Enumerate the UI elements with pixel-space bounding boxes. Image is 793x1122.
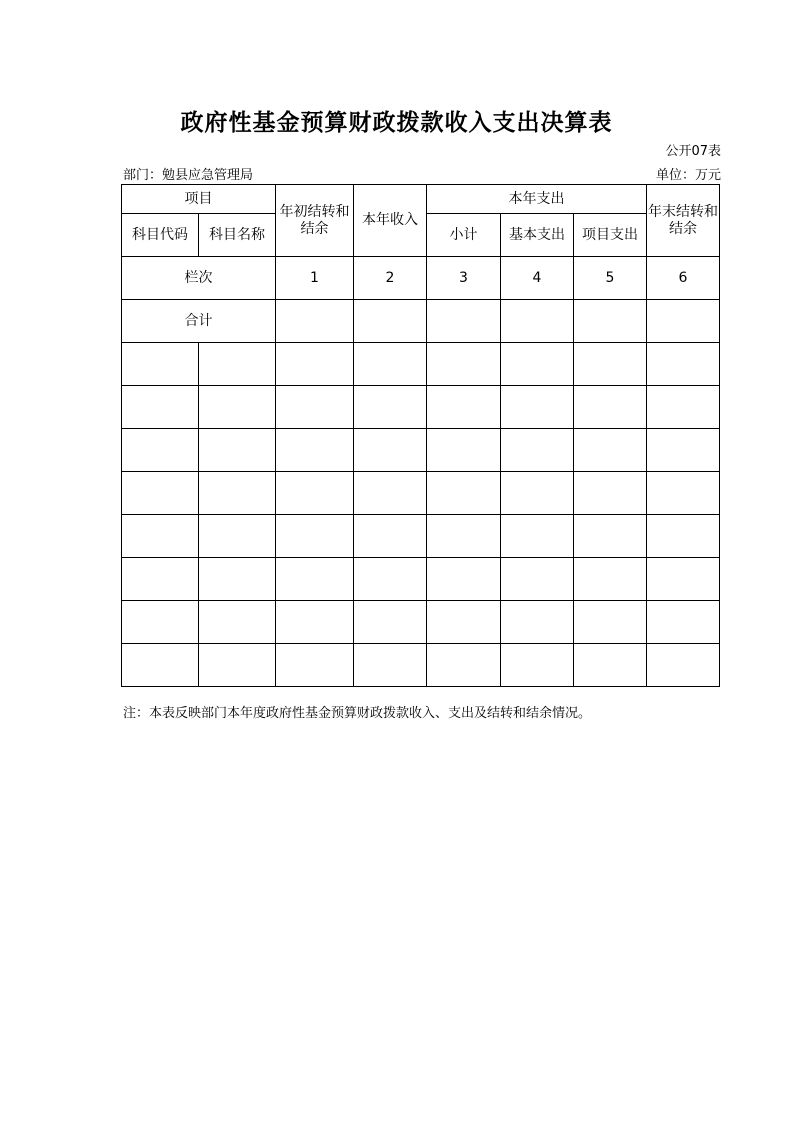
table-cell bbox=[574, 644, 647, 687]
table-row bbox=[122, 515, 720, 558]
table-cell bbox=[574, 300, 647, 343]
table-cell bbox=[354, 300, 427, 343]
table-row bbox=[122, 558, 720, 601]
table-cell bbox=[199, 429, 276, 472]
header-annual-expense: 本年支出 bbox=[427, 185, 647, 214]
page-title: 政府性基金预算财政拨款收入支出决算表 bbox=[180, 110, 613, 136]
table-cell bbox=[199, 558, 276, 601]
table-cell bbox=[574, 558, 647, 601]
table-cell bbox=[501, 300, 574, 343]
column-number: 1 bbox=[276, 257, 354, 300]
table-cell bbox=[354, 515, 427, 558]
table-cell bbox=[427, 472, 501, 515]
table-cell bbox=[501, 343, 574, 386]
footnote: 注：本表反映部门本年度政府性基金预算财政拨款收入、支出及结转和结余情况。 bbox=[123, 706, 592, 721]
header-basic-expense: 基本支出 bbox=[501, 214, 574, 257]
table-row bbox=[122, 601, 720, 644]
table-cell bbox=[501, 386, 574, 429]
table-cell bbox=[354, 343, 427, 386]
table-cell bbox=[427, 515, 501, 558]
table-cell bbox=[574, 601, 647, 644]
table-cell bbox=[574, 343, 647, 386]
table-cell bbox=[276, 472, 354, 515]
header-project-expense: 项目支出 bbox=[574, 214, 647, 257]
table-cell bbox=[122, 558, 199, 601]
column-number: 3 bbox=[427, 257, 501, 300]
table-cell bbox=[354, 558, 427, 601]
table-cell bbox=[199, 472, 276, 515]
table-cell bbox=[427, 644, 501, 687]
column-number: 5 bbox=[574, 257, 647, 300]
table-row bbox=[122, 644, 720, 687]
table-cell bbox=[199, 343, 276, 386]
table-cell bbox=[647, 601, 720, 644]
header-opening-balance: 年初结转和结余 bbox=[276, 185, 354, 257]
department-label: 部门：勉县应急管理局 bbox=[123, 168, 254, 183]
table-cell bbox=[122, 515, 199, 558]
table-cell bbox=[574, 472, 647, 515]
table-cell bbox=[354, 429, 427, 472]
table-cell bbox=[122, 429, 199, 472]
table-cell bbox=[501, 472, 574, 515]
header-subject-name: 科目名称 bbox=[199, 214, 276, 257]
table-cell bbox=[122, 386, 199, 429]
header-item: 项目 bbox=[122, 185, 276, 214]
table-cell bbox=[199, 386, 276, 429]
column-index-label: 栏次 bbox=[122, 257, 276, 300]
table-cell bbox=[276, 558, 354, 601]
table-cell bbox=[427, 601, 501, 644]
table-row bbox=[122, 343, 720, 386]
table-cell bbox=[647, 300, 720, 343]
header-closing-balance: 年末结转和结余 bbox=[647, 185, 720, 257]
column-number: 2 bbox=[354, 257, 427, 300]
table-cell bbox=[354, 644, 427, 687]
table-cell bbox=[354, 386, 427, 429]
table-cell bbox=[427, 343, 501, 386]
table-cell bbox=[276, 601, 354, 644]
table-cell bbox=[647, 644, 720, 687]
table-cell bbox=[501, 429, 574, 472]
table-cell bbox=[199, 515, 276, 558]
table-cell bbox=[199, 601, 276, 644]
table-cell bbox=[122, 601, 199, 644]
table-cell bbox=[276, 386, 354, 429]
header-subtotal: 小计 bbox=[427, 214, 501, 257]
table-cell bbox=[574, 515, 647, 558]
form-code: 公开07表 bbox=[665, 144, 721, 159]
table-cell bbox=[276, 343, 354, 386]
table-row bbox=[122, 472, 720, 515]
table-cell bbox=[354, 601, 427, 644]
table-cell bbox=[501, 558, 574, 601]
column-number: 6 bbox=[647, 257, 720, 300]
table-cell bbox=[276, 300, 354, 343]
table-cell bbox=[354, 472, 427, 515]
table-cell bbox=[427, 386, 501, 429]
table-cell bbox=[427, 300, 501, 343]
table-cell bbox=[574, 386, 647, 429]
table-cell bbox=[501, 515, 574, 558]
total-label: 合计 bbox=[122, 300, 276, 343]
table-cell bbox=[427, 429, 501, 472]
header-subject-code: 科目代码 bbox=[122, 214, 199, 257]
unit-label: 单位：万元 bbox=[655, 168, 721, 183]
table-cell bbox=[647, 429, 720, 472]
table-cell bbox=[647, 558, 720, 601]
table-cell bbox=[647, 472, 720, 515]
table-cell bbox=[647, 386, 720, 429]
table-cell bbox=[501, 601, 574, 644]
table-row bbox=[122, 429, 720, 472]
table-cell bbox=[647, 515, 720, 558]
table-cell bbox=[427, 558, 501, 601]
table-cell bbox=[122, 343, 199, 386]
table-cell bbox=[501, 644, 574, 687]
header-annual-income: 本年收入 bbox=[354, 185, 427, 257]
table-cell bbox=[574, 429, 647, 472]
table-cell bbox=[276, 515, 354, 558]
table-cell bbox=[122, 472, 199, 515]
table-cell bbox=[199, 644, 276, 687]
table-cell bbox=[276, 429, 354, 472]
table-cell bbox=[647, 343, 720, 386]
column-number: 4 bbox=[501, 257, 574, 300]
table-cell bbox=[276, 644, 354, 687]
table-row bbox=[122, 386, 720, 429]
table-cell bbox=[122, 644, 199, 687]
budget-table bbox=[121, 184, 720, 687]
